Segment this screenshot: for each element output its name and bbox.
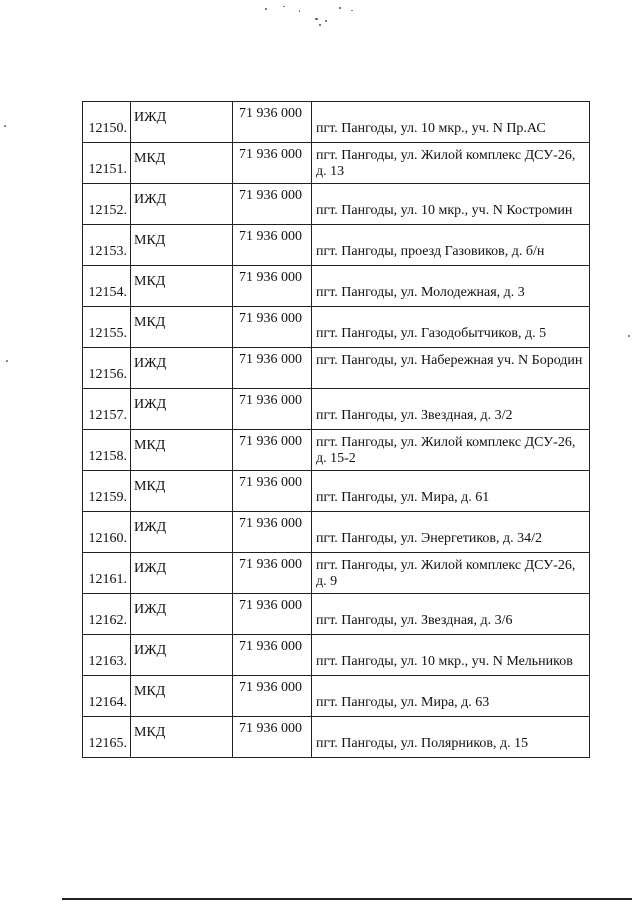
row-number-cell (83, 512, 131, 553)
building-type: МКД (134, 233, 166, 248)
row-number-cell (83, 184, 131, 225)
oktmo-code: 71 936 000 (239, 598, 302, 613)
row-number: 12154. (88, 285, 127, 300)
oktmo-code-cell (233, 676, 312, 717)
row-number: 12157. (88, 408, 127, 423)
address-cell (312, 430, 590, 471)
oktmo-code: 71 936 000 (239, 557, 302, 572)
building-type: МКД (134, 479, 166, 494)
building-type-cell (131, 594, 233, 635)
oktmo-code-cell (233, 102, 312, 143)
oktmo-code: 71 936 000 (239, 106, 302, 121)
address-cell (312, 471, 590, 512)
table-row (83, 307, 590, 348)
address-cell (312, 307, 590, 348)
building-type: ИЖД (134, 110, 167, 125)
address: пгт. Пангоды, ул. Жилой комплекс ДСУ-26, д. 15-2 (316, 435, 576, 466)
address-cell (312, 635, 590, 676)
oktmo-code-cell (233, 266, 312, 307)
address: пгт. Пангоды, ул. Полярников, д. 15 (316, 736, 529, 751)
row-number-cell (83, 676, 131, 717)
building-type: ИЖД (134, 643, 167, 658)
row-number: 12158. (88, 449, 127, 464)
oktmo-code-cell (233, 389, 312, 430)
oktmo-code: 71 936 000 (239, 270, 302, 285)
registry-table-body (83, 102, 590, 758)
row-number: 12160. (88, 531, 127, 546)
table-row (83, 225, 590, 266)
building-type: ИЖД (134, 561, 167, 576)
oktmo-code-cell (233, 717, 312, 758)
oktmo-code-cell (233, 143, 312, 184)
building-type: МКД (134, 725, 166, 740)
building-type: МКД (134, 684, 166, 699)
address-cell (312, 143, 590, 184)
oktmo-code-cell (233, 430, 312, 471)
table-row (83, 594, 590, 635)
row-number: 12151. (88, 162, 127, 177)
row-number: 12156. (88, 367, 127, 382)
table-row (83, 471, 590, 512)
address-cell (312, 512, 590, 553)
margin-mark (6, 360, 8, 362)
row-number-cell (83, 266, 131, 307)
building-type-cell (131, 512, 233, 553)
building-type-cell (131, 717, 233, 758)
row-number-cell (83, 225, 131, 266)
margin-mark (628, 335, 630, 337)
address: пгт. Пангоды, ул. 10 мкр., уч. N Костромин (316, 203, 573, 218)
table-row (83, 143, 590, 184)
address: пгт. Пангоды, ул. Набережная уч. N Бородин (316, 353, 583, 368)
building-type-cell (131, 553, 233, 594)
address-cell (312, 389, 590, 430)
address: пгт. Пангоды, ул. Энергетиков, д. 34/2 (316, 531, 543, 546)
table-row (83, 717, 590, 758)
building-type-cell (131, 471, 233, 512)
oktmo-code: 71 936 000 (239, 147, 302, 162)
row-number: 12164. (88, 695, 127, 710)
row-number: 12163. (88, 654, 127, 669)
registry-table (82, 101, 590, 758)
row-number-cell (83, 102, 131, 143)
row-number: 12155. (88, 326, 127, 341)
building-type: ИЖД (134, 602, 167, 617)
row-number: 12162. (88, 613, 127, 628)
oktmo-code-cell (233, 471, 312, 512)
row-number: 12165. (88, 736, 127, 751)
table-row (83, 266, 590, 307)
oktmo-code: 71 936 000 (239, 721, 302, 736)
row-number: 12150. (88, 121, 127, 136)
oktmo-code: 71 936 000 (239, 516, 302, 531)
row-number-cell (83, 430, 131, 471)
bottom-rule (62, 898, 632, 900)
address-cell (312, 717, 590, 758)
oktmo-code: 71 936 000 (239, 475, 302, 490)
building-type-cell (131, 430, 233, 471)
building-type-cell (131, 225, 233, 266)
oktmo-code-cell (233, 635, 312, 676)
address: пгт. Пангоды, ул. Газодобытчиков, д. 5 (316, 326, 547, 341)
address: пгт. Пангоды, ул. Мира, д. 63 (316, 695, 490, 710)
address-cell (312, 594, 590, 635)
address-cell (312, 225, 590, 266)
building-type-cell (131, 307, 233, 348)
row-number-cell (83, 717, 131, 758)
address-cell (312, 266, 590, 307)
building-type: ИЖД (134, 397, 167, 412)
building-type: МКД (134, 274, 166, 289)
oktmo-code: 71 936 000 (239, 352, 302, 367)
row-number-cell (83, 471, 131, 512)
table-row (83, 102, 590, 143)
address: пгт. Пангоды, ул. Звездная, д. 3/2 (316, 408, 513, 423)
building-type-cell (131, 266, 233, 307)
oktmo-code-cell (233, 553, 312, 594)
scan-noise (255, 4, 375, 34)
row-number: 12153. (88, 244, 127, 259)
address-cell (312, 184, 590, 225)
address-cell (312, 676, 590, 717)
building-type: ИЖД (134, 192, 167, 207)
oktmo-code-cell (233, 594, 312, 635)
table-row (83, 512, 590, 553)
building-type: МКД (134, 438, 166, 453)
oktmo-code: 71 936 000 (239, 311, 302, 326)
address: пгт. Пангоды, ул. Жилой комплекс ДСУ-26, д. 13 (316, 148, 576, 179)
row-number: 12161. (88, 572, 127, 587)
oktmo-code-cell (233, 307, 312, 348)
oktmo-code: 71 936 000 (239, 680, 302, 695)
oktmo-code: 71 936 000 (239, 393, 302, 408)
address: пгт. Пангоды, ул. Мира, д. 61 (316, 490, 490, 505)
oktmo-code: 71 936 000 (239, 434, 302, 449)
oktmo-code-cell (233, 225, 312, 266)
row-number-cell (83, 143, 131, 184)
address-cell (312, 348, 590, 389)
building-type: МКД (134, 151, 166, 166)
building-type-cell (131, 143, 233, 184)
oktmo-code: 71 936 000 (239, 639, 302, 654)
oktmo-code: 71 936 000 (239, 188, 302, 203)
building-type-cell (131, 348, 233, 389)
oktmo-code: 71 936 000 (239, 229, 302, 244)
address: пгт. Пангоды, ул. Звездная, д. 3/6 (316, 613, 513, 628)
building-type-cell (131, 102, 233, 143)
address: пгт. Пангоды, ул. 10 мкр., уч. N Мельников (316, 654, 573, 669)
row-number-cell (83, 348, 131, 389)
table-row (83, 553, 590, 594)
table-row (83, 184, 590, 225)
address: пгт. Пангоды, ул. Молодежная, д. 3 (316, 285, 525, 300)
building-type: ИЖД (134, 356, 167, 371)
row-number-cell (83, 635, 131, 676)
address: пгт. Пангоды, ул. 10 мкр., уч. N Пр.АС (316, 121, 546, 136)
building-type: МКД (134, 315, 166, 330)
table-row (83, 635, 590, 676)
building-type-cell (131, 676, 233, 717)
address-cell (312, 102, 590, 143)
row-number: 12152. (88, 203, 127, 218)
row-number: 12159. (88, 490, 127, 505)
row-number-cell (83, 594, 131, 635)
building-type-cell (131, 184, 233, 225)
oktmo-code-cell (233, 348, 312, 389)
row-number-cell (83, 307, 131, 348)
building-type-cell (131, 389, 233, 430)
address: пгт. Пангоды, ул. Жилой комплекс ДСУ-26, д. 9 (316, 558, 576, 589)
oktmo-code-cell (233, 184, 312, 225)
row-number-cell (83, 389, 131, 430)
address-cell (312, 553, 590, 594)
table-row (83, 348, 590, 389)
oktmo-code-cell (233, 512, 312, 553)
building-type-cell (131, 635, 233, 676)
margin-mark (4, 125, 6, 127)
building-type: ИЖД (134, 520, 167, 535)
table-row (83, 676, 590, 717)
table-row (83, 430, 590, 471)
row-number-cell (83, 553, 131, 594)
table-row (83, 389, 590, 430)
address: пгт. Пангоды, проезд Газовиков, д. б/н (316, 244, 545, 259)
